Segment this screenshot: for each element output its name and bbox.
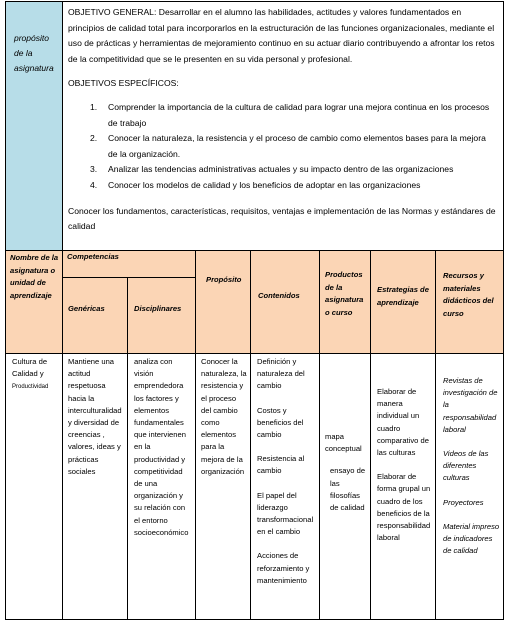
general-objective-text: Desarrollar en el alumno las habilidades, actitudes y valores fundamentados en principios de calidad total para incorporarlos en la estructuración de las funciones organizacionales, mediante el uso de prácticas y herramientas de mejoramiento continuo en su actuar diario contribuyendo a afrontar los retos de la competitividad que se le presenten en su vida personal y profesional. — [68, 7, 495, 64]
header-disciplinary: Disciplinares — [127, 277, 196, 354]
list-item: 1. Comprender la importancia de la cultura de calidad para lograr una mejora continua en los procesos de trabajo — [90, 101, 490, 128]
list-item: Material impreso de indicadores de calidad — [443, 521, 500, 556]
cell-disciplinary: analiza con visión emprendedora los factores y elementos fundamentales que intervienen en la productividad y competitividad de una organización y su relación con el entorno socioeconómico — [127, 353, 196, 620]
list-item: ensayo de las filosofías de calidad — [330, 466, 366, 513]
header-purpose: Propósito — [195, 250, 251, 354]
cell-contents — [250, 353, 320, 620]
list-item: Resistencia al cambio — [257, 454, 305, 476]
subject-small: Productividad — [12, 384, 49, 391]
list-item: Elaborar de forma grupal un cuadro de los beneficios de la responsabilidad laboral — [377, 472, 431, 543]
list-item: 2. Conocer la naturaleza, la resistencia y el proceso de cambio como elementos bases para la mejora de la organización. — [90, 133, 486, 159]
list-item: Revistas de investigación de la responsabilidad laboral — [443, 376, 498, 434]
header-competencies: Competencias — [62, 250, 196, 278]
cell-products — [319, 353, 371, 620]
list-item: Costos y beneficios del cambio — [257, 405, 304, 440]
list-item: Definición y naturaleza del cambio — [257, 357, 305, 391]
header-strategies: Estrategias de aprendizaje — [370, 250, 436, 354]
purpose-label-cell — [5, 1, 63, 251]
specific-objectives-list — [68, 100, 497, 194]
objectives-cell — [62, 1, 504, 251]
header-products: Productos de la asignatura o curso — [319, 250, 371, 354]
cell-purpose: Conocer la naturaleza, la resistencia y el proceso del cambio como elementos para la mejora de la organización — [195, 353, 251, 620]
list-item: Elaborar de manera individual un cuadro comparativo de las culturas — [377, 387, 429, 458]
cell-generic: Mantiene una actitud respetuosa hacia la interculturalidad y diversidad de creencias , valores, ideas y prácticas sociales — [62, 353, 128, 620]
header-contents: Contenidos — [250, 250, 320, 354]
list-item: Videos de las diferentes culturas — [443, 449, 489, 483]
list-item: 4. Conocer los modelos de calidad y los beneficios de adoptar en las organizaciones — [90, 179, 421, 190]
list-item: El papel del liderazgo transformacional en el cambio — [257, 490, 314, 537]
closing-objective: Conocer los fundamentos, características, requisitos, ventajas e implementación de las Normas y estándares de calidad — [68, 205, 496, 232]
purpose-label: propósito de la asignatura — [14, 33, 54, 73]
general-objective-label: OBJETIVO GENERAL: — [68, 7, 157, 17]
list-item: 3. Analizar las tendencias administrativas actuales y su impacto dentro de las organizaciones — [90, 164, 454, 175]
header-generic: Genéricas — [62, 277, 128, 354]
list-item: Acciones de reforzamiento y mantenimiento — [257, 551, 310, 585]
header-resources: Recursos y materiales didácticos del curso — [435, 250, 504, 354]
list-item: Proyectores — [443, 497, 484, 507]
header-subject-unit: Nombre de la asignatura o unidad de aprendizaje — [5, 250, 63, 354]
cell-subject — [5, 353, 63, 620]
general-objective — [68, 5, 497, 67]
subject-main: Cultura de Calidad y — [12, 357, 48, 379]
specific-objectives-label: OBJETIVOS ESPECÍFICOS: — [68, 78, 179, 89]
list-item: mapa conceptual — [325, 432, 362, 454]
cell-resources — [435, 353, 504, 620]
cell-strategies — [370, 353, 436, 620]
